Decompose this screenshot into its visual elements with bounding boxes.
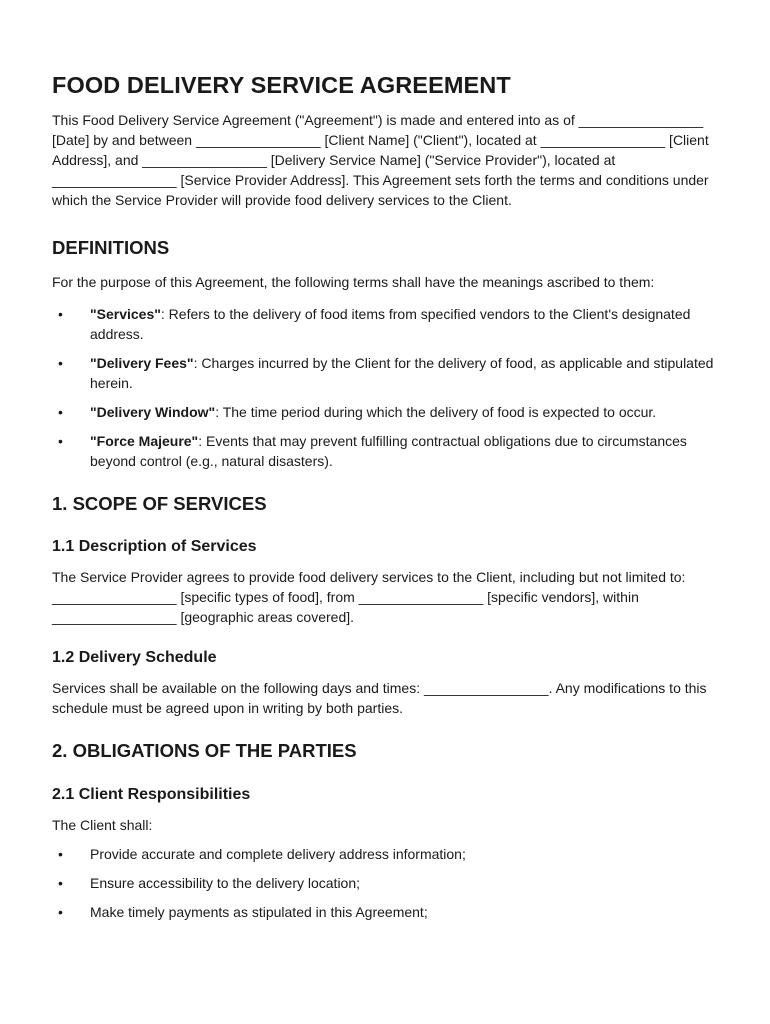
description-text: The Service Provider agrees to provide food delivery services to the Client, including but not limited to: ________________ [specific types of food], from ________________ [specific vendors], within ________________ [geographic areas covered]. bbox=[52, 569, 686, 625]
definition-text: : The time period during which the delivery of food is expected to occur. bbox=[215, 404, 657, 420]
client-responsibilities-heading: 2.1 Client Responsibilities bbox=[52, 786, 251, 803]
bullet-icon: • bbox=[58, 433, 63, 449]
schedule-heading: 1.2 Delivery Schedule bbox=[52, 649, 217, 666]
list-item bbox=[52, 902, 732, 922]
definition-term: "Services" bbox=[90, 306, 161, 322]
definition-text: : Refers to the delivery of food items from specified vendors to the Client's designated address. bbox=[90, 306, 691, 342]
bullet-icon: • bbox=[58, 904, 63, 920]
intro-paragraph: This Food Delivery Service Agreement ("Agreement") is made and entered into as of ________________ [Date] by and between ________________ [Client Name] ("Client"), located at ________________ [Client Address], and ________________ [Delivery Service Name] ("Service Provider"), located at ________________ [Service Provider Address]. This Agreement sets forth the terms and conditions under which the Service Provider will provide food delivery services to the Client. bbox=[52, 112, 709, 208]
list-item-text: Make timely payments as stipulated in this Agreement; bbox=[90, 904, 428, 920]
definition-term: "Delivery Window" bbox=[90, 404, 216, 420]
list-item bbox=[52, 431, 732, 471]
list-item-text: Provide accurate and complete delivery address information; bbox=[90, 846, 466, 862]
document-title: FOOD DELIVERY SERVICE AGREEMENT bbox=[52, 72, 511, 98]
definition-term: "Delivery Fees" bbox=[90, 355, 194, 371]
definitions-heading: DEFINITIONS bbox=[52, 237, 170, 258]
definition-text: : Charges incurred by the Client for the delivery of food, as applicable and stipulated herein. bbox=[90, 355, 714, 391]
list-item bbox=[52, 873, 732, 893]
bullet-icon: • bbox=[58, 404, 63, 420]
bullet-icon: • bbox=[58, 846, 63, 862]
scope-heading: 1. SCOPE OF SERVICES bbox=[52, 493, 267, 514]
description-heading: 1.1 Description of Services bbox=[52, 538, 257, 555]
document-page bbox=[52, 70, 732, 922]
client-responsibilities-list bbox=[52, 844, 732, 922]
definitions-list bbox=[52, 304, 732, 471]
definition-term: "Force Majeure" bbox=[90, 433, 199, 449]
client-intro: The Client shall: bbox=[52, 817, 153, 833]
bullet-icon: • bbox=[58, 306, 63, 322]
list-item bbox=[52, 353, 732, 393]
obligations-heading: 2. OBLIGATIONS OF THE PARTIES bbox=[52, 740, 357, 761]
list-item-text: Ensure accessibility to the delivery location; bbox=[90, 875, 361, 891]
list-item bbox=[52, 304, 732, 344]
list-item bbox=[52, 844, 732, 864]
schedule-text: Services shall be available on the following days and times: ________________. Any modifications to this schedule must be agreed upon in writing by both parties. bbox=[52, 680, 707, 716]
list-item bbox=[52, 402, 732, 422]
definitions-intro: For the purpose of this Agreement, the following terms shall have the meanings ascribed to them: bbox=[52, 274, 655, 290]
bullet-icon: • bbox=[58, 875, 63, 891]
definition-text: : Events that may prevent fulfilling contractual obligations due to circumstances beyond control (e.g., natural disasters). bbox=[90, 433, 687, 469]
bullet-icon: • bbox=[58, 355, 63, 371]
